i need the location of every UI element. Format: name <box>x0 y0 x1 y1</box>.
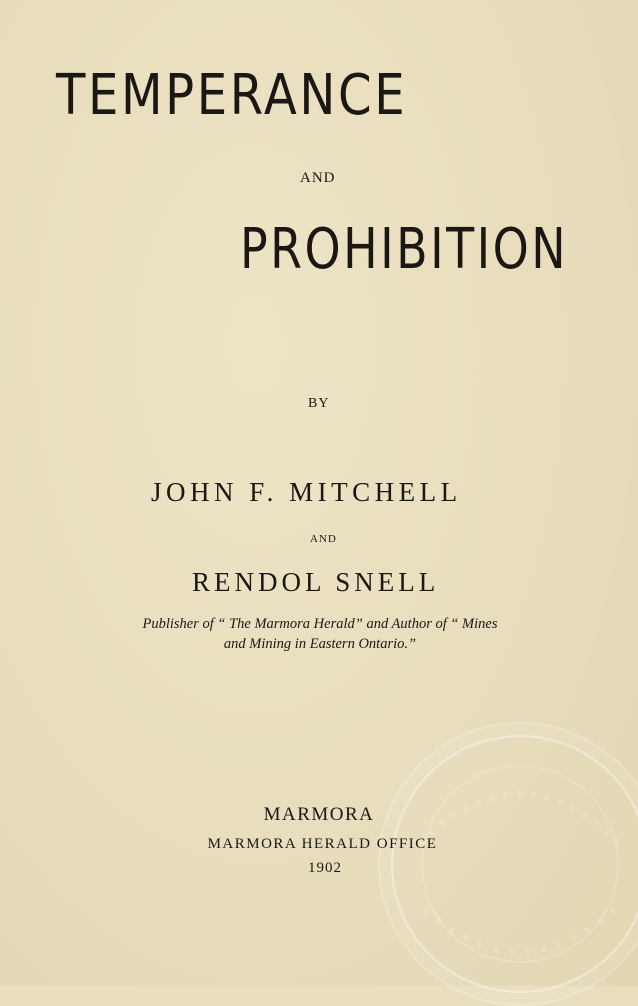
author-2: RENDOL SNELL <box>192 567 440 597</box>
imprint-place: MARMORA <box>263 804 375 825</box>
author-2-description-line-1: Publisher of “ The Marmora Herald” and Author of “ Mines <box>142 616 498 632</box>
imprint-year: 1902 <box>308 860 342 876</box>
title-line-1: TEMPERANCE <box>56 63 408 128</box>
imprint-publisher: MARMORA HERALD OFFICE <box>207 836 438 852</box>
author-1: JOHN F. MITCHELL <box>151 477 462 507</box>
author-conjunction: AND <box>310 533 337 545</box>
title-line-2: PROHIBITION <box>240 217 569 282</box>
by-label: BY <box>308 396 330 411</box>
author-2-description-line-2: and Mining in Eastern Ontario.” <box>223 636 417 652</box>
title-conjunction: AND <box>300 170 336 186</box>
